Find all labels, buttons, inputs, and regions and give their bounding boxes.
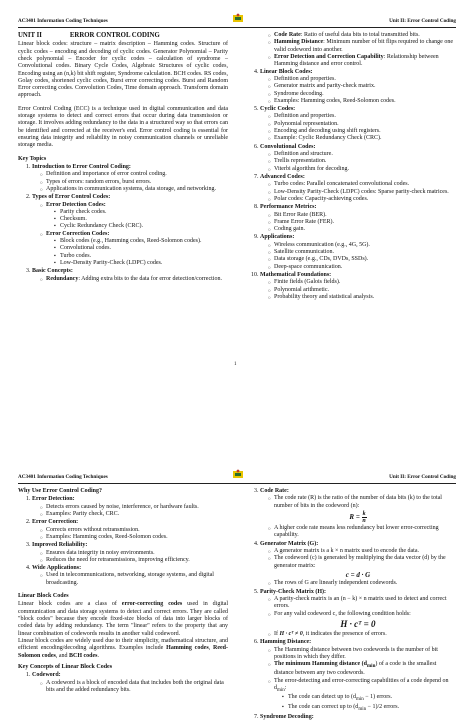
list-item: 7. Advanced Codes: ○ Turbo codes: Parallel concatenated convolutional codes. ○ Low-Density Parity-Check (LDPC) codes: Sparse parity-check matrices. ○ Polar codes: Capacity-achieving codes.: [260, 174, 456, 203]
right-column: [246, 488, 456, 722]
why-heading: Why Use Error Control Coding?: [18, 488, 103, 494]
course-title: AC3401 Information Coding Techniques: [18, 474, 108, 480]
syllabus-paragraph: Linear block codes: structure – matrix description – Hamming codes. Structure of cyclic codes – encoding and decoding of cyclic codes. Generator Polynomial – Parity check polynomial – Encoder for cyclic codes – calculation of syndrome – Convolutional codes. Binary Cycle Codes, Algebraic Structures of cyclic codes, Encoding using an (n,k) bit shift register, Syndrome calculation. BCH codes. RS codes, Golay codes, shortened cyclic codes, Burst error correcting codes. Burst and Random Error correcting codes. Convolution Codes, Time domain approach. Transform domain approach.: [18, 41, 228, 99]
right-column: [246, 32, 456, 302]
list-item: 4. Linear Block Codes: ○ Definition and properties. ○ Generator matrix and parity-check matrix. ○ Syndrome decoding. ○ Examples: Hamming codes, Reed-Solomon codes.: [260, 69, 456, 106]
college-logo-icon: [232, 13, 244, 24]
left-column: [18, 32, 228, 284]
list-item: 6. Convolutional Codes: ○ Definition and structure. ○ Trellis representation. ○ Viterbi algorithm for decoding.: [260, 144, 456, 173]
list-item: 8. Performance Metrics: ○ Bit Error Rate (BER). ○ Frame Error Rate (FER). ○ Coding gain.: [260, 204, 456, 233]
list-item: 4. Generator Matrix (G): ○ A generator matrix is a k × n matrix used to encode the data. ○ The codeword (c) is generated by multiplying the data vector (d) by the generator matrix: c = d · G ○ The rows of G are linearly independent codewords.: [260, 541, 456, 588]
linear-block-codes-heading: Linear Block Codes: [18, 593, 69, 600]
why-list: [18, 496, 228, 587]
key-concepts-list-continued: [246, 488, 456, 721]
intro-paragraph: Error Control Coding (ECC) is a technique used in digital communication and data storage systems to detect and correct errors that occur during data transmission or storage. It involves adding redundancy to the data in a structured way so that errors can be identified and corrected at the receiver's end. Error control coding is essential for ensuring data integrity and reliability in noisy communication channels or unreliable storage media.: [18, 105, 228, 149]
list-item: 4. Wide Applications: ○ Used in telecommunications, networking, storage systems, and digital broadcasting.: [32, 565, 228, 587]
unit-title-header: Unit II: Error Control Coding: [389, 18, 456, 24]
page-header: [18, 472, 456, 484]
lbc-paragraph-1: Linear block codes are a class of error-correcting codes used in digital communication and data storage systems to detect and correct errors. They are called "block codes" because they encode fixed-size blocks of data into larger blocks of coded data by adding redundancy. The term "linear" refers to the property that any linear combination of codewords results in another valid codeword.: [18, 601, 229, 637]
list-item: 10. Mathematical Foundations: ○ Finite fields (Galois fields). ○ Polynomial arithmetic. ○ Probability theory and statistical analysis.: [260, 272, 456, 301]
unit-title-header: Unit II: Error Control Coding: [389, 474, 456, 480]
list-item: 2. Error Correction: ○ Corrects errors without retransmission. ○ Examples: Hamming codes, Reed-Solomon codes.: [32, 519, 228, 541]
key-topics-list-continued: [246, 69, 456, 302]
key-concepts-heading: Key Concepts of Linear Block Codes: [18, 663, 113, 670]
list-item: 5. Cyclic Codes: ○ Definition and properties. ○ Polynomial representation. ○ Encoding and decoding using shift registers. ○ Example: Cyclic Redundancy Check (CRC).: [260, 106, 456, 143]
left-column: [18, 488, 228, 695]
list-item: 1. Codeword: ○ A codeword is a block of encoded data that includes both the original data bits and the added redundancy bits.: [32, 672, 228, 694]
lbc-paragraph-2: Linear block codes are widely used due to their simplicity, mathematical structure, and efficient encoding/decoding algorithms. Examples include Hamming codes, Reed-Solomon codes, and BCH codes.: [18, 637, 229, 659]
generator-formula: c = d · G: [345, 570, 371, 579]
list-item: 3. Code Rate: ○ The code rate (R) is the ratio of the number of data bits (k) to the total number of bits in the codeword (n): R = $\frac{k}{n}$ ○ A higher code rate means less redundancy but lower error-correcting capability.: [260, 488, 456, 540]
document-page-2: [0, 456, 474, 720]
course-title: AC3401 Information Coding Techniques: [18, 18, 108, 24]
page-header: [18, 16, 456, 28]
list-item: 6. Hamming Distance: ○ The Hamming distance between two codewords is the number of bit positions in which they differ. ○ The minimum Hamming distance $(d_{min})$ of a code is the smallest distance between any two codewords. ○ The error-detecting and error-correcting capabilities of a code depend on $d_{min}$: ▪ The code can detect up to $(d_{min} - 1)$ errors. ▪ The code can correct up to $(d_{min} - 1)/2$ errors.: [260, 639, 456, 713]
key-topics-heading: Key Topics: [18, 155, 47, 162]
unit-heading: UNIT II ERROR CONTROL CODING: [18, 32, 160, 39]
parity-check-formula: H · cᵀ = 0: [340, 618, 376, 629]
list-item: 1. Introduction to Error Control Coding: ○ Definition and importance of error control coding. ○ Types of errors: random errors, burst errors. ○ Applications in communication systems, data storage, and networking.: [32, 164, 228, 193]
page-number: 1: [234, 361, 237, 367]
list-item: 1. Error Detection: ○ Detects errors caused by noise, interference, or hardware faults. ○ Examples: Parity check, CRC.: [32, 496, 228, 518]
list-item: 3. Improved Reliability: ○ Ensures data integrity in noisy environments. ○ Reduces the need for retransmissions, improving efficiency.: [32, 542, 228, 564]
basic-concepts-continued: ○ Code Rate: Ratio of useful data bits to total transmitted bits. ○ Hamming Distance: Minimum number of bit flips required to change one valid codeword into another. ○ Error Detection and Correction Capability: Relationship between Hamming distance and error control.: [246, 32, 456, 69]
list-item: 9. Applications: ○ Wireless communication (e.g., 4G, 5G). ○ Satellite communication. ○ Data storage (e.g., CDs, DVDs, SSDs). ○ Deep-space communication.: [260, 234, 456, 271]
list-item: 2. Types of Error Control Codes: ○ Error Detection Codes: ▪ Parity check codes. ▪ Checksum. ▪ Cyclic Redundancy Check (CRC). ○ Error Correction Codes: ▪ Block codes (e.g., Hamming codes, Reed-Solomon codes). ▪ Convolutional codes. ▪ Turbo codes. ▪ Low-Density Parity-Check (LDPC) codes.: [32, 194, 228, 267]
key-topics-list: [18, 164, 228, 283]
key-concepts-list: [18, 672, 228, 694]
list-item: 3. Basic Concepts: ○ Redundancy: Adding extra bits to the data for error detection/correction.: [32, 268, 228, 283]
page-gap: [0, 372, 474, 456]
list-item: 7. Syndrome Decoding:: [260, 714, 456, 721]
code-rate-formula: R = $\frac{k}{n}$: [349, 510, 366, 524]
list-item: 5. Parity-Check Matrix (H): ○ A parity-check matrix is an (n − k) × n matrix used to detect and correct errors. ○ For any valid codeword c, the following condition holds: H · cᵀ = 0 ○ If H · cᵀ ≠ 0, it indicates the presence of errors.: [260, 589, 456, 639]
college-logo-icon: [232, 469, 244, 480]
